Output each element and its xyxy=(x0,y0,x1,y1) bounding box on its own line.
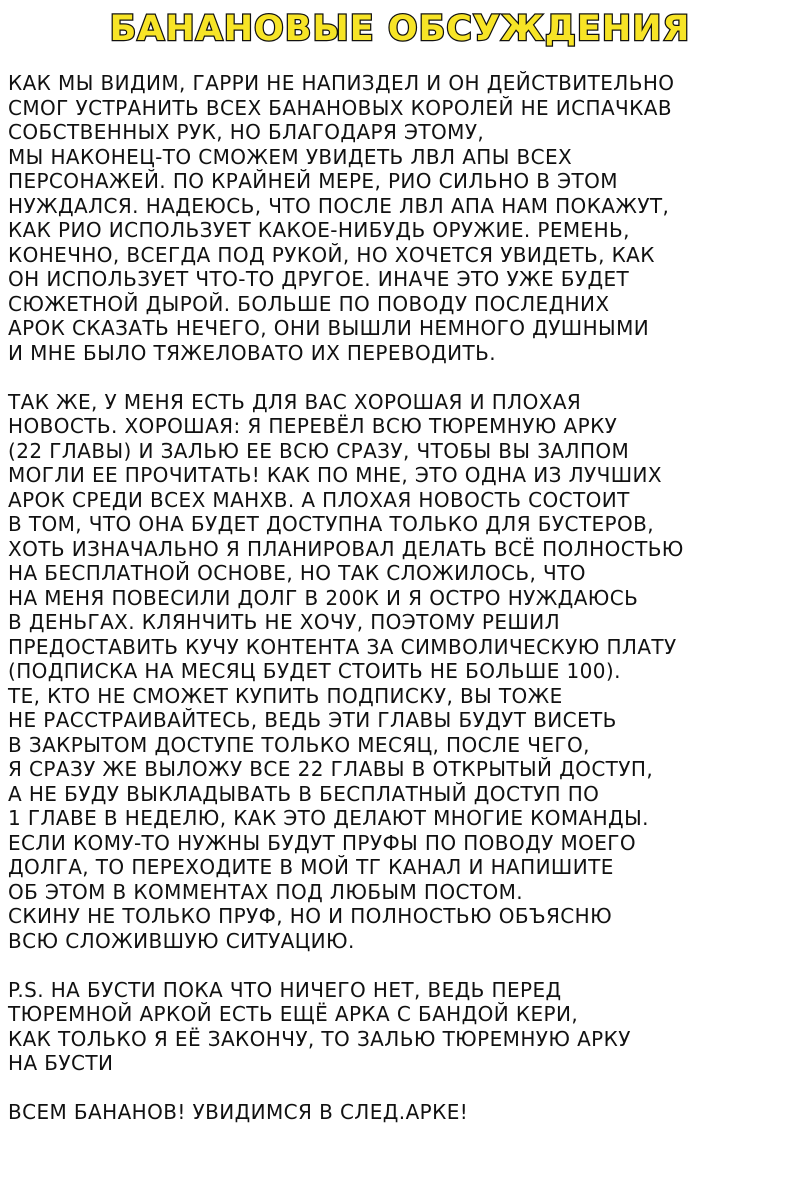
text-line: ДОЛГА, ТО ПЕРЕХОДИТЕ В МОЙ ТГ КАНАЛ И НАПИШИТЕ xyxy=(8,855,614,879)
text-line: СМОГ УСТРАНИТЬ ВСЕХ БАНАНОВЫХ КОРОЛЕЙ НЕ ИСПАЧКАВ xyxy=(8,95,672,120)
text-line: АРОК СКАЗАТЬ НЕЧЕГО, ОНИ ВЫШЛИ НЕМНОГО ДУШНЫМИ xyxy=(8,316,650,340)
text-line: КАК МЫ ВИДИМ, ГАРРИ НЕ НАПИЗДЕЛ И ОН ДЕЙСТВИТЕЛЬНО xyxy=(8,71,675,95)
text-line: ТЮРЕМНОЙ АРКОЙ ЕСТЬ ЕЩЁ АРКА С БАНДОЙ КЕРИ, xyxy=(8,1002,579,1026)
paragraph-3 xyxy=(8,978,792,1076)
text-line: В ТОМ, ЧТО ОНА БУДЕТ ДОСТУПНА ТОЛЬКО ДЛЯ БУСТЕРОВ, xyxy=(8,512,654,536)
text-line: МОГЛИ ЕЕ ПРОЧИТАТЬ! КАК ПО МНЕ, ЭТО ОДНА ИЗ ЛУЧШИХ xyxy=(8,463,662,487)
text-line: КАК РИО ИСПОЛЬЗУЕТ КАКОЕ-НИБУДЬ ОРУЖИЕ. РЕМЕНЬ, xyxy=(8,218,630,242)
text-line: КОНЕЧНО, ВСЕГДА ПОД РУКОЙ, НО ХОЧЕТСЯ УВИДЕТЬ, КАК xyxy=(8,242,655,267)
text-line: АРОК СРЕДИ ВСЕХ МАНХВ. А ПЛОХАЯ НОВОСТЬ СОСТОИТ xyxy=(8,487,630,512)
paragraph-4 xyxy=(8,1100,792,1125)
text-line: ТЕ, КТО НЕ СМОЖЕТ КУПИТЬ ПОДПИСКУ, ВЫ ТОЖЕ xyxy=(8,683,563,708)
text-line: СКИНУ НЕ ТОЛЬКО ПРУФ, НО И ПОЛНОСТЬЮ ОБЪЯСНЮ xyxy=(8,904,613,928)
text-line: НУЖДАЛСЯ. НАДЕЮСЬ, ЧТО ПОСЛЕ ЛВЛ АПА НАМ ПОКАЖУТ, xyxy=(8,193,670,218)
text-line: (ПОДПИСКА НА МЕСЯЦ БУДЕТ СТОИТЬ НЕ БОЛЬШЕ 100). xyxy=(8,659,621,683)
text-line: НА МЕНЯ ПОВЕСИЛИ ДОЛГ В 200К И Я ОСТРО НУЖДАЮСЬ xyxy=(8,585,639,610)
text-line: НА БУСТИ xyxy=(8,1051,114,1075)
text-line: СОБСТВЕННЫХ РУК, НО БЛАГОДАРЯ ЭТОМУ, xyxy=(8,120,485,144)
paragraph-2 xyxy=(8,390,792,954)
text-line: ПЕРСОНАЖЕЙ. ПО КРАЙНЕЙ МЕРЕ, РИО СИЛЬНО В ЭТОМ xyxy=(8,169,618,193)
paragraph-gap xyxy=(8,365,792,390)
text-line: ВСЮ СЛОЖИВШУЮ СИТУАЦИЮ. xyxy=(8,928,355,953)
text-line: ХОТЬ ИЗНАЧАЛЬНО Я ПЛАНИРОВАЛ ДЕЛАТЬ ВСЁ ПОЛНОСТЬЮ xyxy=(8,536,684,561)
paragraph-gap xyxy=(8,1076,792,1101)
text-line: КАК ТОЛЬКО Я ЕЁ ЗАКОНЧУ, ТО ЗАЛЬЮ ТЮРЕМНУЮ АРКУ xyxy=(8,1026,631,1051)
text-line: P.S. НА БУСТИ ПОКА ЧТО НИЧЕГО НЕТ, ВЕДЬ ПЕРЕД xyxy=(8,977,562,1002)
page-title: БАНАНОВЫЕ ОБСУЖДЕНИЯ xyxy=(109,9,691,49)
text-line: ЕСЛИ КОМУ-ТО НУЖНЫ БУДУТ ПРУФЫ ПО ПОВОДУ МОЕГО xyxy=(8,830,637,855)
text-line: СЮЖЕТНОЙ ДЫРОЙ. БОЛЬШЕ ПО ПОВОДУ ПОСЛЕДНИХ xyxy=(8,291,610,316)
paragraph-gap xyxy=(8,953,792,978)
text-line: 1 ГЛАВЕ В НЕДЕЛЮ, КАК ЭТО ДЕЛАЮТ МНОГИЕ КОМАНДЫ. xyxy=(8,806,649,830)
text-line: А НЕ БУДУ ВЫКЛАДЫВАТЬ В БЕСПЛАТНЫЙ ДОСТУП ПО xyxy=(8,781,600,806)
text-line: НЕ РАССТРАИВАЙТЕСЬ, ВЕДЬ ЭТИ ГЛАВЫ БУДУТ ВИСЕТЬ xyxy=(8,708,617,732)
text-line: ПРЕДОСТАВИТЬ КУЧУ КОНТЕНТА ЗА СИМВОЛИЧЕСКУЮ ПЛАТУ xyxy=(8,634,677,659)
text-line: НОВОСТЬ. ХОРОШАЯ: Я ПЕРЕВЁЛ ВСЮ ТЮРЕМНУЮ АРКУ xyxy=(8,414,618,438)
text-line: ТАК ЖЕ, У МЕНЯ ЕСТЬ ДЛЯ ВАС ХОРОШАЯ И ПЛОХАЯ xyxy=(8,389,582,414)
text-line: ВСЕМ БАНАНОВ! УВИДИМСЯ В СЛЕД.АРКЕ! xyxy=(8,1100,469,1124)
text-line: ОН ИСПОЛЬЗУЕТ ЧТО-ТО ДРУГОЕ. ИНАЧЕ ЭТО УЖЕ БУДЕТ xyxy=(8,267,630,291)
text-line: (22 ГЛАВЫ) И ЗАЛЬЮ ЕЕ ВСЮ СРАЗУ, ЧТОБЫ ВЫ ЗАЛПОМ xyxy=(8,438,630,463)
text-line: Я СРАЗУ ЖЕ ВЫЛОЖУ ВСЕ 22 ГЛАВЫ В ОТКРЫТЫЙ ДОСТУП, xyxy=(8,757,654,781)
text-line: ОБ ЭТОМ В КОММЕНТАХ ПОД ЛЮБЫМ ПОСТОМ. xyxy=(8,879,524,904)
paragraph-1 xyxy=(8,71,792,365)
text-line: МЫ НАКОНЕЦ-ТО СМОЖЕМ УВИДЕТЬ ЛВЛ АПЫ ВСЕХ xyxy=(8,144,573,169)
article-body xyxy=(8,71,792,1125)
text-line: И МНЕ БЫЛО ТЯЖЕЛОВАТО ИХ ПЕРЕВОДИТЬ. xyxy=(8,340,497,365)
text-line: В ЗАКРЫТОМ ДОСТУПЕ ТОЛЬКО МЕСЯЦ, ПОСЛЕ ЧЕГО, xyxy=(8,732,590,757)
text-line: НА БЕСПЛАТНОЙ ОСНОВЕ, НО ТАК СЛОЖИЛОСЬ, ЧТО xyxy=(8,561,586,585)
text-line: В ДЕНЬГАХ. КЛЯНЧИТЬ НЕ ХОЧУ, ПОЭТОМУ РЕШИЛ xyxy=(8,610,561,634)
